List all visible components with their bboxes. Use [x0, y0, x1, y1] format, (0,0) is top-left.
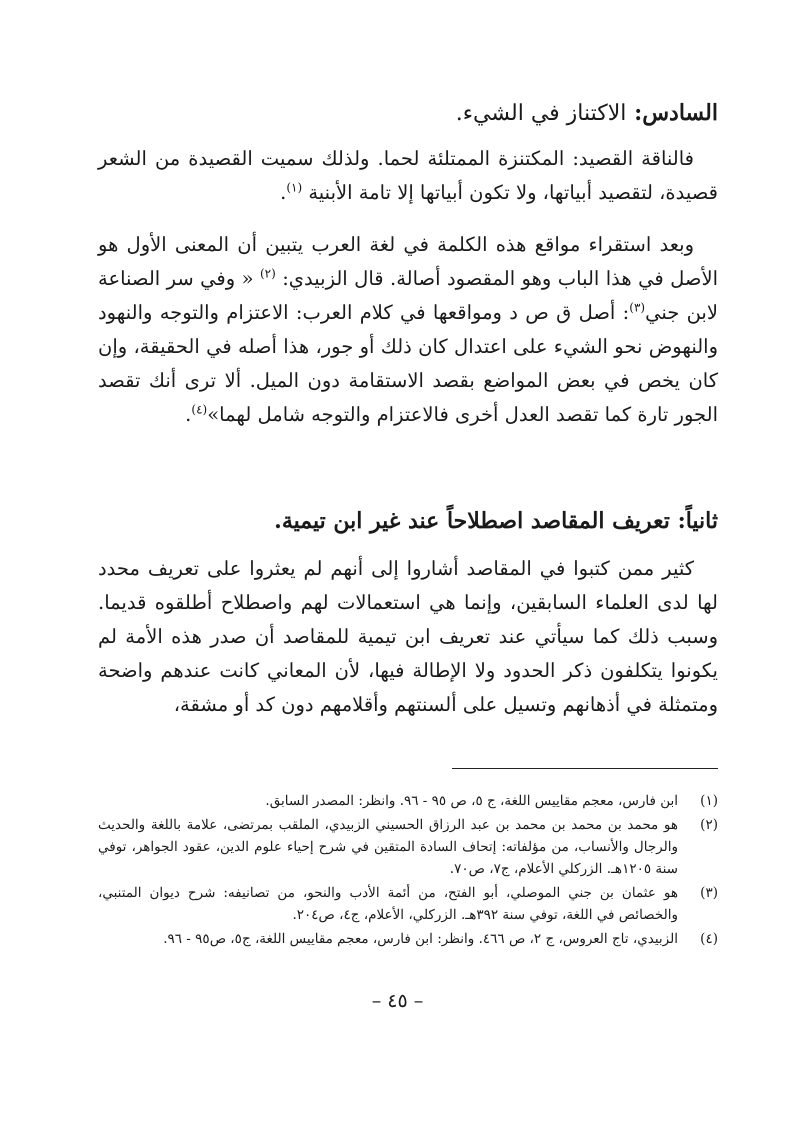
footnote-text: ابن فارس، معجم مقاييس اللغة، ج ٥، ص ٩٥ - ٩٦. وانظر: المصدر السابق.: [265, 793, 678, 809]
section-heading-second: [98, 504, 718, 538]
paragraph-origin: [98, 228, 718, 432]
paragraph-end: .: [185, 403, 192, 426]
footnote-separator: [452, 768, 718, 769]
footnote-number: (١): [700, 793, 718, 809]
footnotes: [98, 790, 718, 952]
page-number: – ٤٥ –: [371, 990, 424, 1012]
paragraph-text-a: وبعد استقراء مواقع هذه الكلمة في لغة العرب يتبين أن المعنى الأول هو الأصل في هذا الباب وهو المقصود أصالة. قال الزبيدي:: [98, 233, 718, 290]
footnote-text: الزبيدي، تاج العروس، ج ٢، ص ٤٦٦. وانظر: ابن فارس، معجم مقاييس اللغة، ج٥، ص٩٥ - ٩٦.: [163, 931, 678, 947]
footnote-text: هو محمد بن محمد بن محمد بن عبد الرزاق الحسيني الزبيدي، الملقب بمرتضى، علامة باللغة والحديث والرجال والأنساب، من مؤلفاته: إتحاف السادة المتقين في شرح إحياء علوم الدين، عقود الجواهر، توفي سنة ١٢٠٥هـ. الزركلي الأعلام، ج٧، ص٧٠.: [98, 817, 678, 877]
section-label: السادس:: [634, 100, 718, 126]
footnote-number: (٤): [700, 931, 718, 947]
footnote-number: (٣): [700, 885, 718, 901]
footnote-ref-2[interactable]: (٢): [259, 266, 276, 281]
section-heading-sixth: [98, 96, 718, 131]
paragraph-camel: [98, 142, 718, 210]
footnote-item: [98, 790, 718, 812]
paragraph-end: .: [280, 181, 287, 204]
section-text: تعريف المقاصد اصطلاحاً عند غير ابن تيمية.: [274, 508, 670, 534]
paragraph-text: كثير ممن كتبوا في المقاصد أشاروا إلى أنهم لم يعثروا على تعريف محدد لها لدى العلماء السابقين، وإنما هي استعمالات لهم واصطلاح أطلقوه قديما. وسبب ذلك كما سيأتي عند تعريف ابن تيمية للمقاصد أن صدر هذه الأمة لم يكونوا يتكلفون ذكر الحدود ولا الإطالة فيها، لأن المعاني كانت عندهم واضحة ومتمثلة في أذهانهم وتسيل على ألسنتهم وأقلامهم دون كد أو مشقة،: [98, 557, 718, 716]
footnote-ref-4[interactable]: (٤): [191, 402, 208, 417]
footnote-text: هو عثمان بن جني الموصلي، أبو الفتح، من أئمة الأدب والنحو، من تصانيفه: شرح ديوان المتنبي، والخصائص في اللغة، توفي سنة ٣٩٢هـ. الزركلي، الأعلام، ج٤، ص٢٠٤.: [98, 885, 678, 923]
footnote-ref-1[interactable]: (١): [286, 180, 303, 195]
paragraph-text-b: « وفي سر الصناعة لابن جني: [98, 267, 718, 324]
paragraph-text-c: : أصل ق ص د ومواقعها في كلام العرب: الاعتزام والتوجه والنهود والنهوض نحو الشيء على اعتدال كان ذلك أو جور، هذا أصله في الحقيقة، وإن كان يخص في بعض المواضع بقصد الاستقامة دون الميل. ألا ترى أنك تقصد الجور تارة كما تقصد العدل أخرى فالاعتزام والتوجه شامل لهما»: [98, 301, 718, 426]
paragraph-text: فالناقة القصيد: المكتنزة الممتلئة لحما. ولذلك سميت القصيدة من الشعر قصيدة، لتقصيد أبياتها، ولا تكون أبياتها إلا تامة الأبنية: [98, 147, 718, 204]
footnote-number: (٢): [700, 817, 718, 833]
footnote-item: [98, 928, 718, 950]
footnote-ref-3[interactable]: (٣): [629, 300, 646, 315]
footnote-item: [98, 882, 718, 926]
paragraph-definition: [98, 552, 718, 722]
footnote-item: [98, 814, 718, 880]
section-text: الاكتناز في الشيء.: [455, 101, 627, 126]
section-label: ثانياً:: [677, 508, 718, 534]
